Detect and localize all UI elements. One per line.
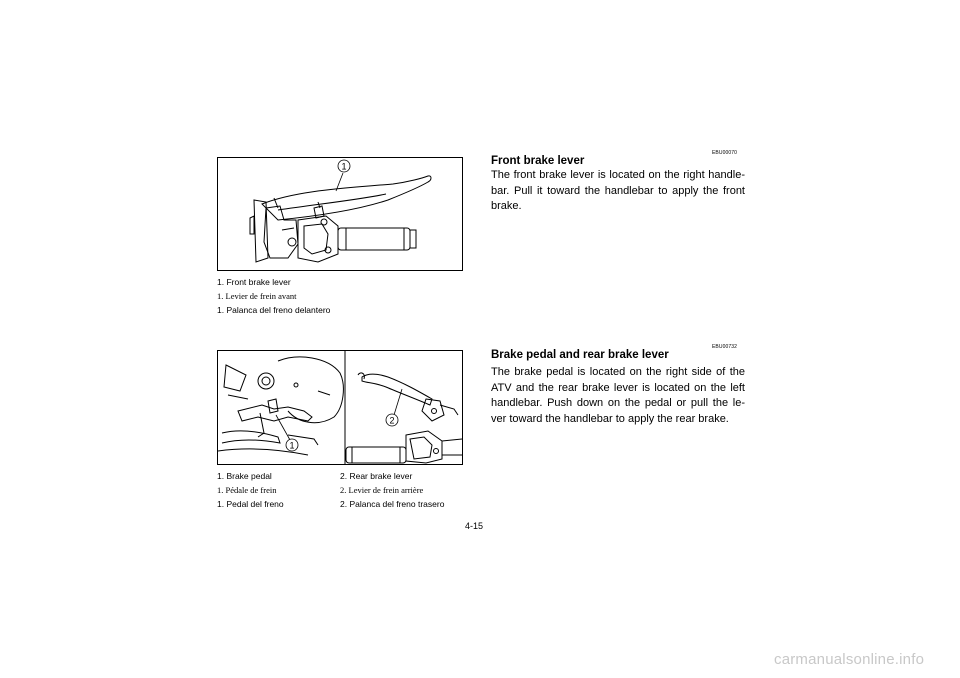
figure2-caption-fr-left: 1. Pédale de frein [217, 485, 277, 495]
brake-pedal-rear-lever-illustration [218, 351, 462, 464]
front-brake-lever-figure [217, 157, 463, 271]
brake-pedal-rear-lever-figure [217, 350, 463, 465]
figure1-caption-fr: 1. Levier de frein avant [217, 291, 297, 301]
figure2-caption-fr-right: 2. Levier de frein arrière [340, 485, 424, 495]
figure1-caption-en: 1. Front brake lever [217, 277, 291, 287]
page-number: 4-15 [465, 521, 484, 531]
figure1-caption-es: 1. Palanca del freno delantero [217, 305, 331, 315]
front-brake-lever-illustration [218, 158, 462, 270]
section1-code: EBU00070 [712, 150, 737, 156]
section2-heading: Brake pedal and rear brake lever [491, 349, 669, 361]
section1-body: The front brake lever is located on the right handle-bar. Pull it toward the handlebar to apply the front brake. [491, 169, 745, 213]
callout-1: 1 [341, 161, 347, 172]
section2-code: EBU00732 [712, 344, 737, 350]
watermark: carmanualsonline.info [774, 651, 925, 668]
figure2-caption-en-left: 1. Brake pedal [217, 471, 272, 481]
callout-1-pedal: 1 [289, 440, 295, 451]
figure2-caption-en-right: 2. Rear brake lever [340, 471, 413, 481]
figure2-caption-es-right: 2. Palanca del freno trasero [340, 499, 445, 509]
section1-heading: Front brake lever [491, 155, 585, 167]
section2-body: The brake pedal is located on the right side of the ATV and the rear brake lever is located on the left handlebar. Push down on the pedal or pull the le-ver toward the handlebar to apply the rear brake. [491, 366, 745, 425]
callout-2-lever: 2 [389, 415, 395, 426]
figure2-caption-es-left: 1. Pedal del freno [217, 499, 284, 509]
